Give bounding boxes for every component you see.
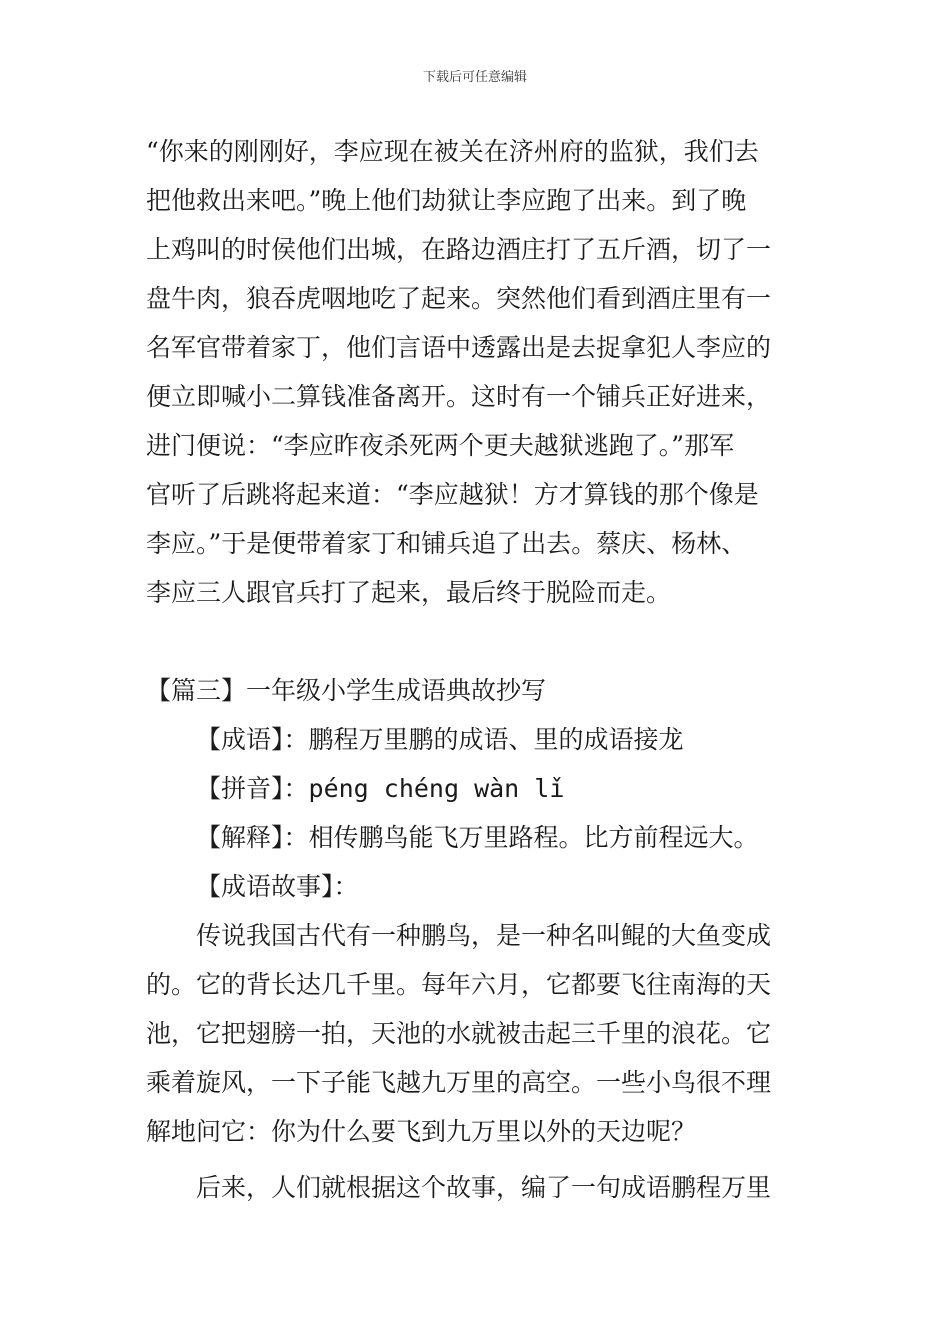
story-line: 名军官带着家丁，他们言语中透露出是去捉拿犯人李应的: [146, 333, 772, 362]
story-line: 李应。”于是便带着家丁和铺兵追了出去。蔡庆、杨林、: [146, 529, 747, 558]
story-label-row: [146, 862, 808, 911]
idiom-story-paragraph: [146, 911, 808, 1156]
pinyin-row: [146, 764, 808, 813]
section-title: 【篇三】一年级小学生成语典故抄写: [146, 676, 547, 705]
story-line: 进门便说：“李应昨夜杀死两个更夫越狱逃跑了。”那军: [146, 431, 735, 460]
idiom-story-line: 池，它把翅膀一拍，天池的水就被击起三千里的浪花。它: [146, 1019, 772, 1048]
story-paragraph: [146, 127, 808, 617]
story-line: 官听了后跳将起来道：“李应越狱！方才算钱的那个像是: [146, 480, 759, 509]
idiom-story-line: 的。它的背长达几千里。每年六月，它都要飞往南海的天: [146, 970, 772, 999]
section-gap: [146, 617, 808, 666]
story-line: 便立即喊小二算钱准备离开。这时有一个铺兵正好进来，: [146, 382, 772, 411]
story-line: 上鸡叫的时侯他们出城，在路边酒庄打了五斤酒，切了一: [146, 235, 772, 264]
story-line: “你来的刚刚好，李应现在被关在济州府的监狱，我们去: [146, 137, 759, 166]
idiom-label: 【成语】：: [196, 725, 309, 754]
meaning-value: 相传鹏鸟能飞万里路程。比方前程远大。: [308, 823, 759, 852]
pinyin-label: 【拼音】：: [196, 774, 309, 803]
story-line: 李应三人跟官兵打了起来，最后终于脱险而走。: [146, 578, 672, 607]
idiom-row: [146, 715, 808, 764]
story-line: 把他救出来吧。”晚上他们劫狱让李应跑了出来。到了晚: [146, 186, 747, 215]
pinyin-value: péng chéng wàn lǐ: [308, 774, 565, 803]
idiom-story-line: 解地问它：你为什么要飞到九万里以外的天边呢？: [146, 1117, 697, 1146]
idiom-story-line: 乘着旋风，一下子能飞越九万里的高空。一些小鸟很不理: [146, 1068, 772, 1097]
page-header: 下载后可任意编辑: [422, 70, 527, 85]
meaning-row: [146, 813, 808, 862]
story-line: 盘牛肉，狼吞虎咽地吃了起来。突然他们看到酒庄里有一: [146, 284, 772, 313]
closing-line: 后来，人们就根据这个故事，编了一句成语鹏程万里: [196, 1173, 772, 1202]
meaning-label: 【解释】：: [196, 823, 309, 852]
document-body: [146, 127, 808, 1212]
paragraph-gap: [146, 1156, 808, 1163]
story-label: 【成语故事】：: [196, 872, 359, 901]
idiom-value: 鹏程万里鹏的成语、里的成语接龙: [308, 725, 684, 754]
idiom-story-line: 传说我国古代有一种鹏鸟，是一种名叫鲲的大鱼变成: [196, 921, 772, 950]
